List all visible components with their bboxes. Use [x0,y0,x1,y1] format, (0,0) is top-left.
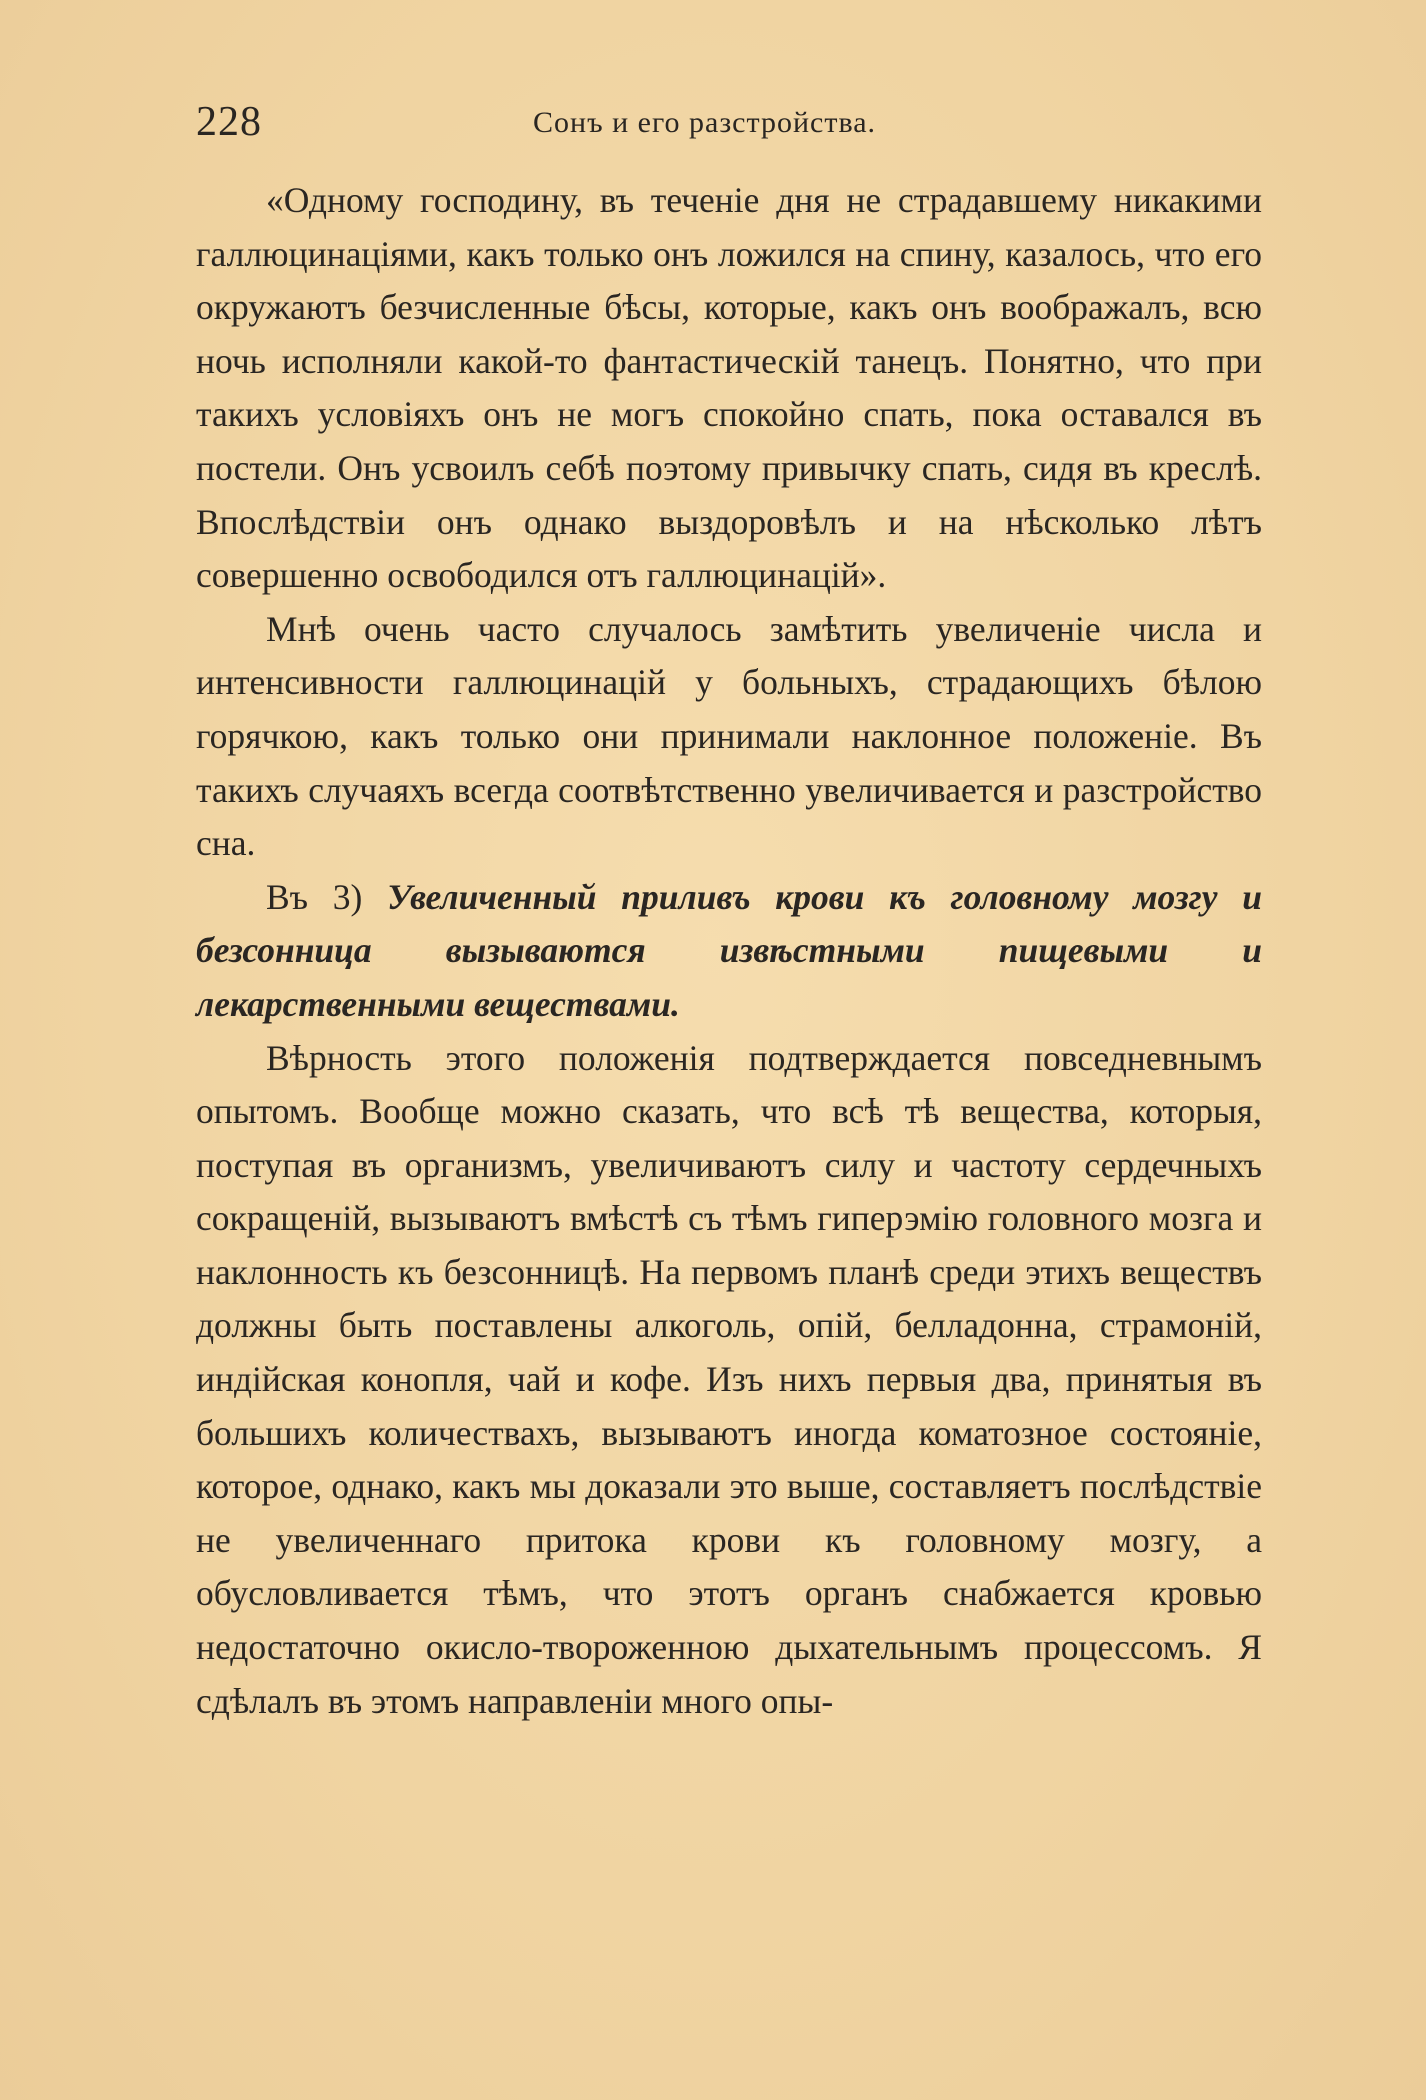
paragraph: Мнѣ очень часто случалось замѣтить увеличеніе числа и интенсивности галлюцинацій у больныхъ, страдающихъ бѣлою горячкою, какъ только они принимали наклонное положеніе. Въ такихъ случаяхъ всегда соотвѣтственно увеличивается и разстройство сна. [196,608,1262,864]
paragraph: Вѣрность этого положенія подтверждается повседневнымъ опытомъ. Вообще можно сказать, что всѣ тѣ вещества, которыя, поступая въ организмъ, увеличиваютъ силу и частоту сердечныхъ сокращеній, вызываютъ вмѣстѣ съ тѣмъ гиперэмію головного мозга и наклонность къ безсонницѣ. На первомъ планѣ среди этихъ веществъ должны быть поставлены алкоголь, опій, белладонна, страмоній, индійская конопля, чай и кофе. Изъ нихъ первыя два, принятыя въ большихъ количествахъ, вызываютъ иногда коматозное состояніе, которое, однако, какъ мы доказали это выше, составляетъ послѣдствіе не увеличеннаго притока крови къ головному мозгу, а обусловливается тѣмъ, что этотъ органъ снабжается кровью недостаточно окисло-твороженною дыхательнымъ процессомъ. Я сдѣлалъ въ этомъ направленіи много опы- [196,1037,1262,1721]
paragraph-quote: «Одному господину, въ теченіе дня не страдавшему никакими галлюцинаціями, какъ только онъ ложился на спину, казалось, что его окружаютъ безчисленные бѣсы, которые, какъ онъ воображалъ, всю ночь исполняли какой-то фантастическій танецъ. Понятно, что при такихъ условіяхъ онъ не могъ спокойно спать, пока оставался въ постели. Онъ усвоилъ себѣ поэтому привычку спать, сидя въ креслѣ. Впослѣдствіи онъ однако выздоровѣлъ и на нѣсколько лѣтъ совершенно освободился отъ галлюцинацій». [196,180,1262,596]
paragraph-section-3 [196,871,1262,1032]
section-3-lead: Въ 3) [266,876,388,917]
running-title: Сонъ и его разстройства. [533,106,877,139]
page-number: 228 [196,99,262,145]
section-3-heading: Увеличенный приливъ крови къ головному мозгу и безсонница вызываются извѣстными пищевыми и лекарственными веществами. [196,876,1263,1024]
page-header [196,96,1256,148]
body-text [196,174,1262,1728]
